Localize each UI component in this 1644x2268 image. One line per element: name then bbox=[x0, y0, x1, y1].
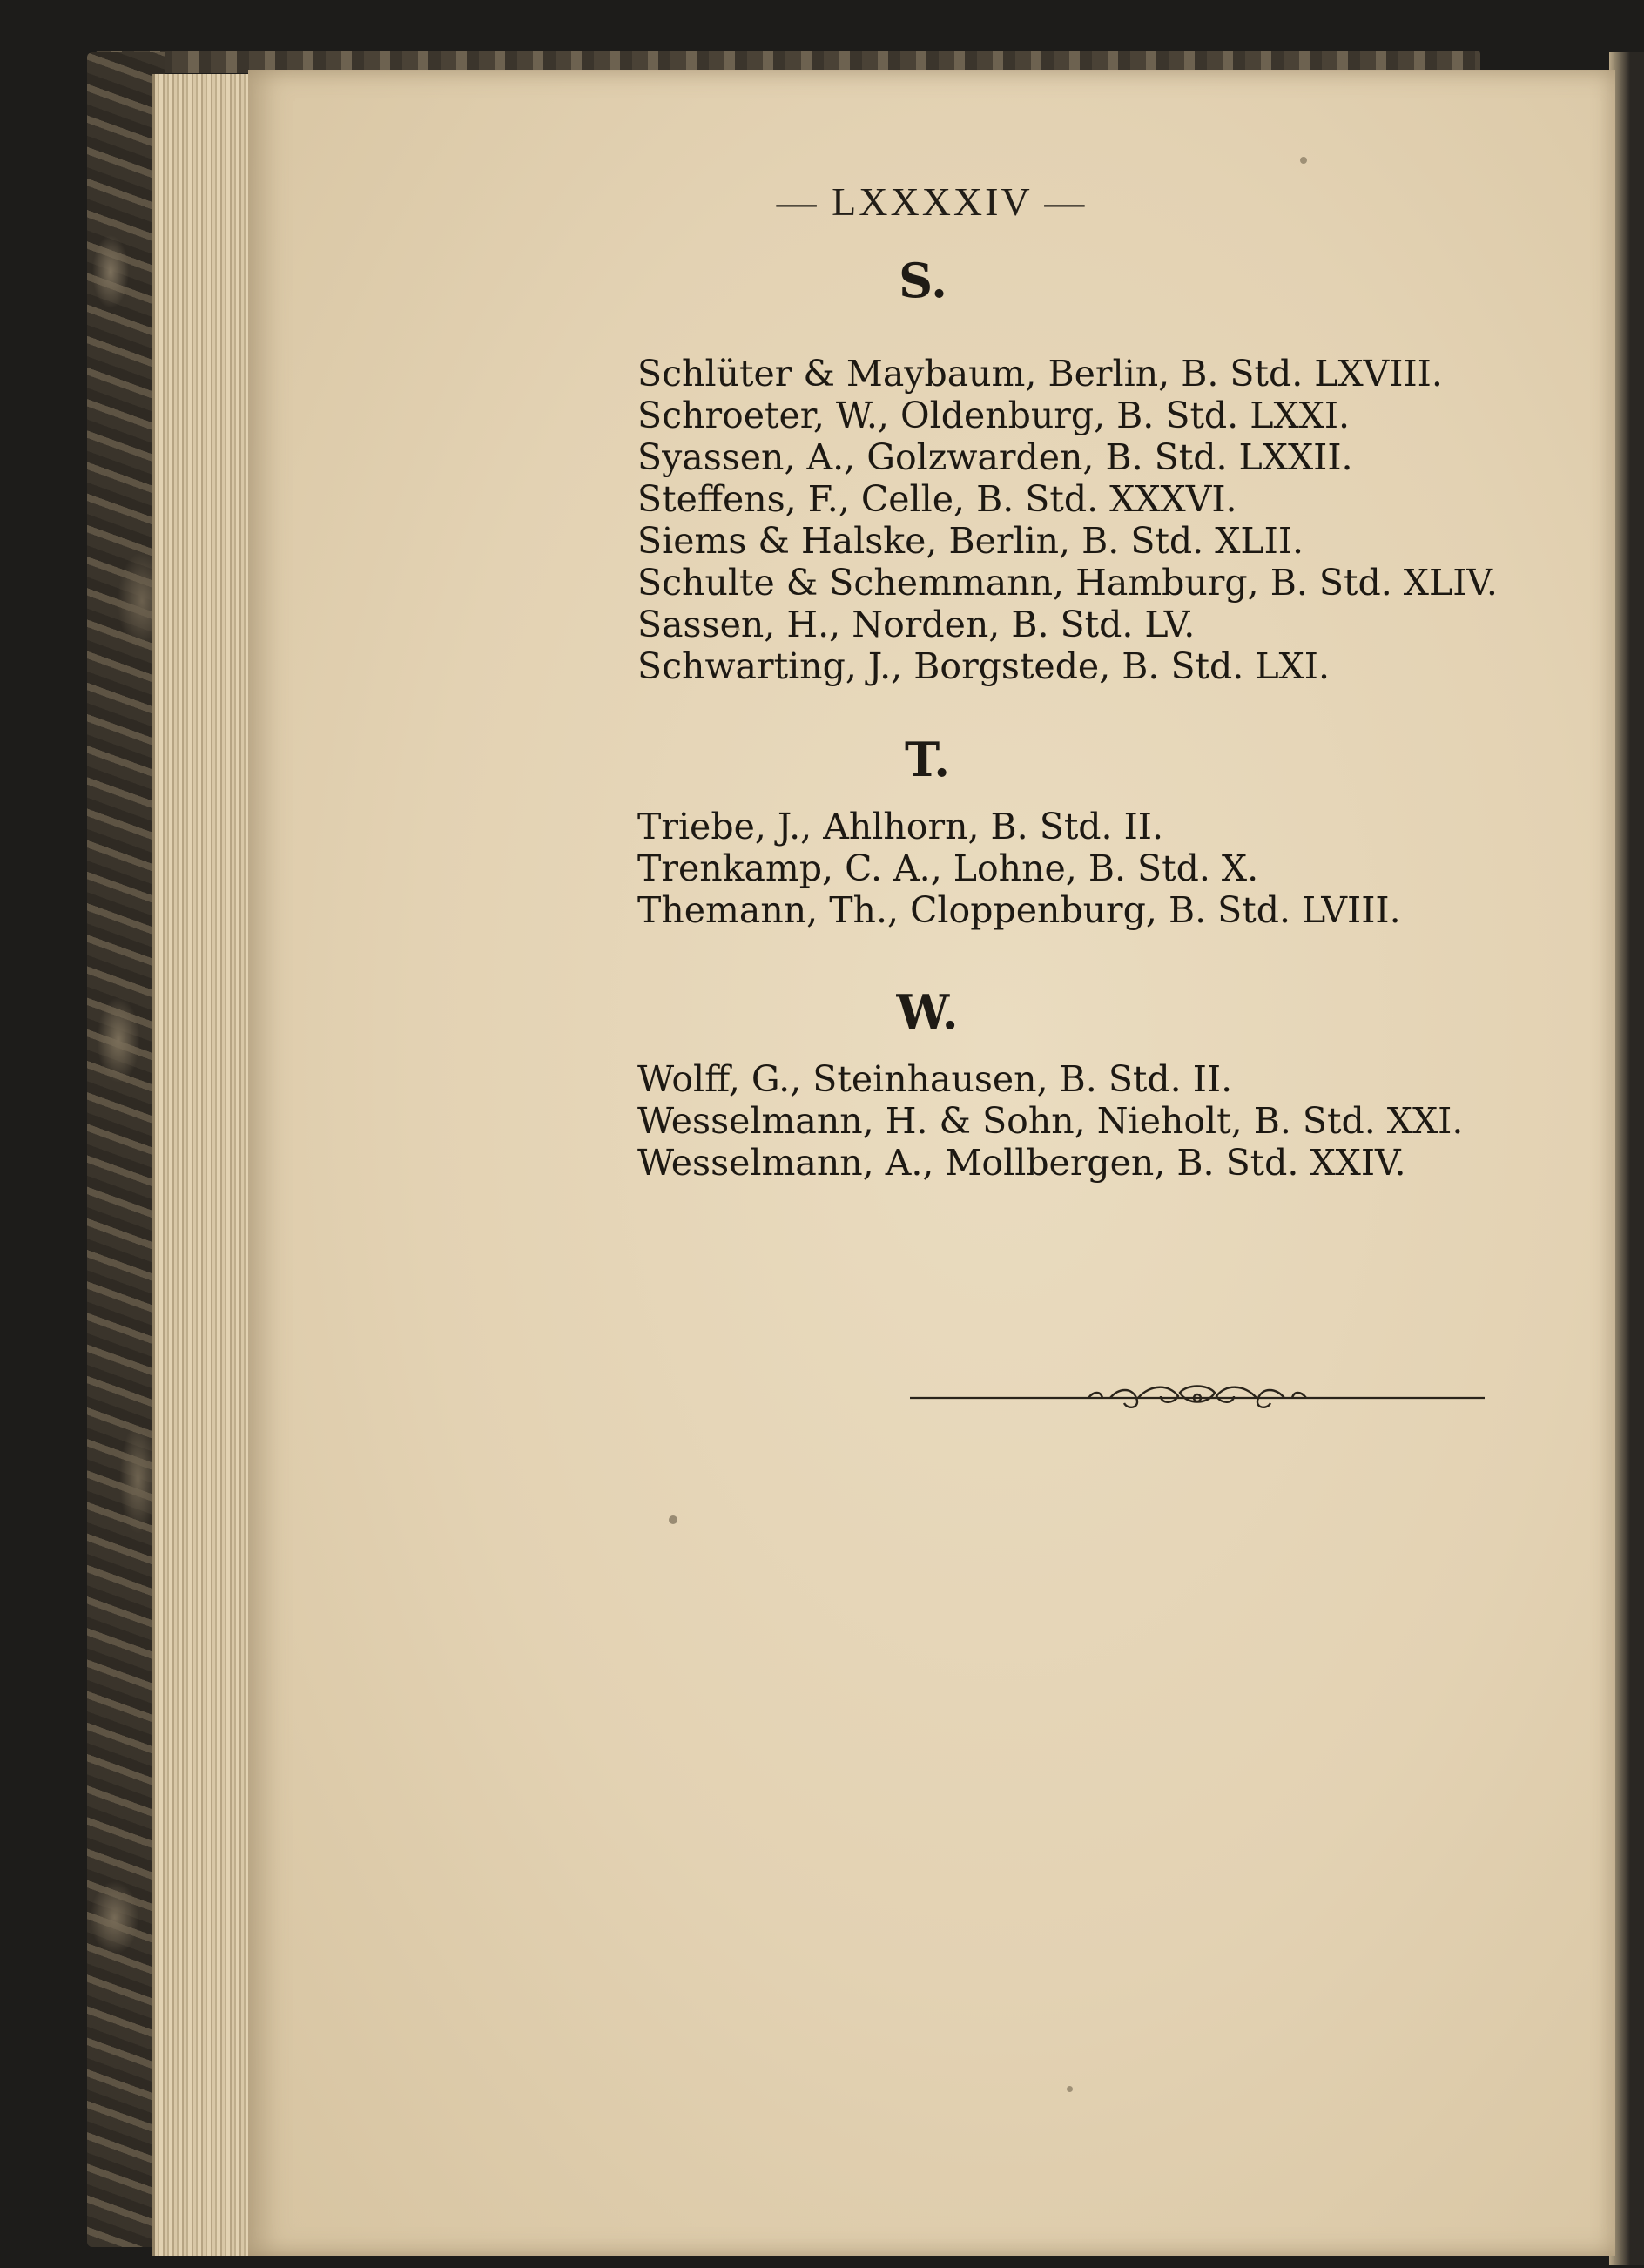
book-page bbox=[248, 70, 1615, 2256]
section-heading-w: W. bbox=[896, 984, 959, 1040]
list-item: Sassen, H., Norden, B. Std. LV. bbox=[637, 604, 1196, 645]
list-item: Schlüter & Maybaum, Berlin, B. Std. LXVIII. bbox=[637, 353, 1443, 395]
ornamental-divider-icon bbox=[910, 1380, 1485, 1415]
list-item: Trenkamp, C. A., Lohne, B. Std. X. bbox=[637, 847, 1259, 889]
list-item: Schulte & Schemmann, Hamburg, B. Std. XLIV. bbox=[637, 562, 1498, 604]
list-item: Wesselmann, H. & Sohn, Nieholt, B. Std. XXI. bbox=[637, 1100, 1464, 1142]
list-item: Schroeter, W., Oldenburg, B. Std. LXXI. bbox=[637, 395, 1351, 436]
list-item: Syassen, A., Golzwarden, B. Std. LXXII. bbox=[637, 436, 1353, 478]
section-list-s bbox=[637, 353, 1498, 687]
list-item: Siems & Halske, Berlin, B. Std. XLII. bbox=[637, 520, 1304, 562]
section-list-t bbox=[637, 806, 1401, 931]
list-item: Schwarting, J., Borgstede, B. Std. LXI. bbox=[637, 645, 1330, 687]
section-heading-t: T. bbox=[904, 732, 951, 787]
list-item: Triebe, J., Ahlhorn, B. Std. II. bbox=[637, 806, 1164, 847]
page-folio: — LXXXXIV — bbox=[776, 179, 1088, 224]
section-heading-s: S. bbox=[899, 253, 947, 308]
section-list-w bbox=[637, 1058, 1463, 1184]
page-stack-edges bbox=[152, 74, 255, 2256]
paper-speck bbox=[1300, 157, 1307, 164]
list-item: Wolff, G., Steinhausen, B. Std. II. bbox=[637, 1058, 1233, 1100]
paper-speck bbox=[736, 627, 740, 631]
list-item: Wesselmann, A., Mollbergen, B. Std. XXIV. bbox=[637, 1142, 1406, 1184]
list-item: Themann, Th., Cloppenburg, B. Std. LVIII. bbox=[637, 889, 1401, 931]
paper-speck bbox=[1067, 2086, 1073, 2092]
list-item: Steffens, F., Celle, B. Std. XXXVI. bbox=[637, 478, 1237, 520]
paper-speck bbox=[669, 1515, 677, 1524]
